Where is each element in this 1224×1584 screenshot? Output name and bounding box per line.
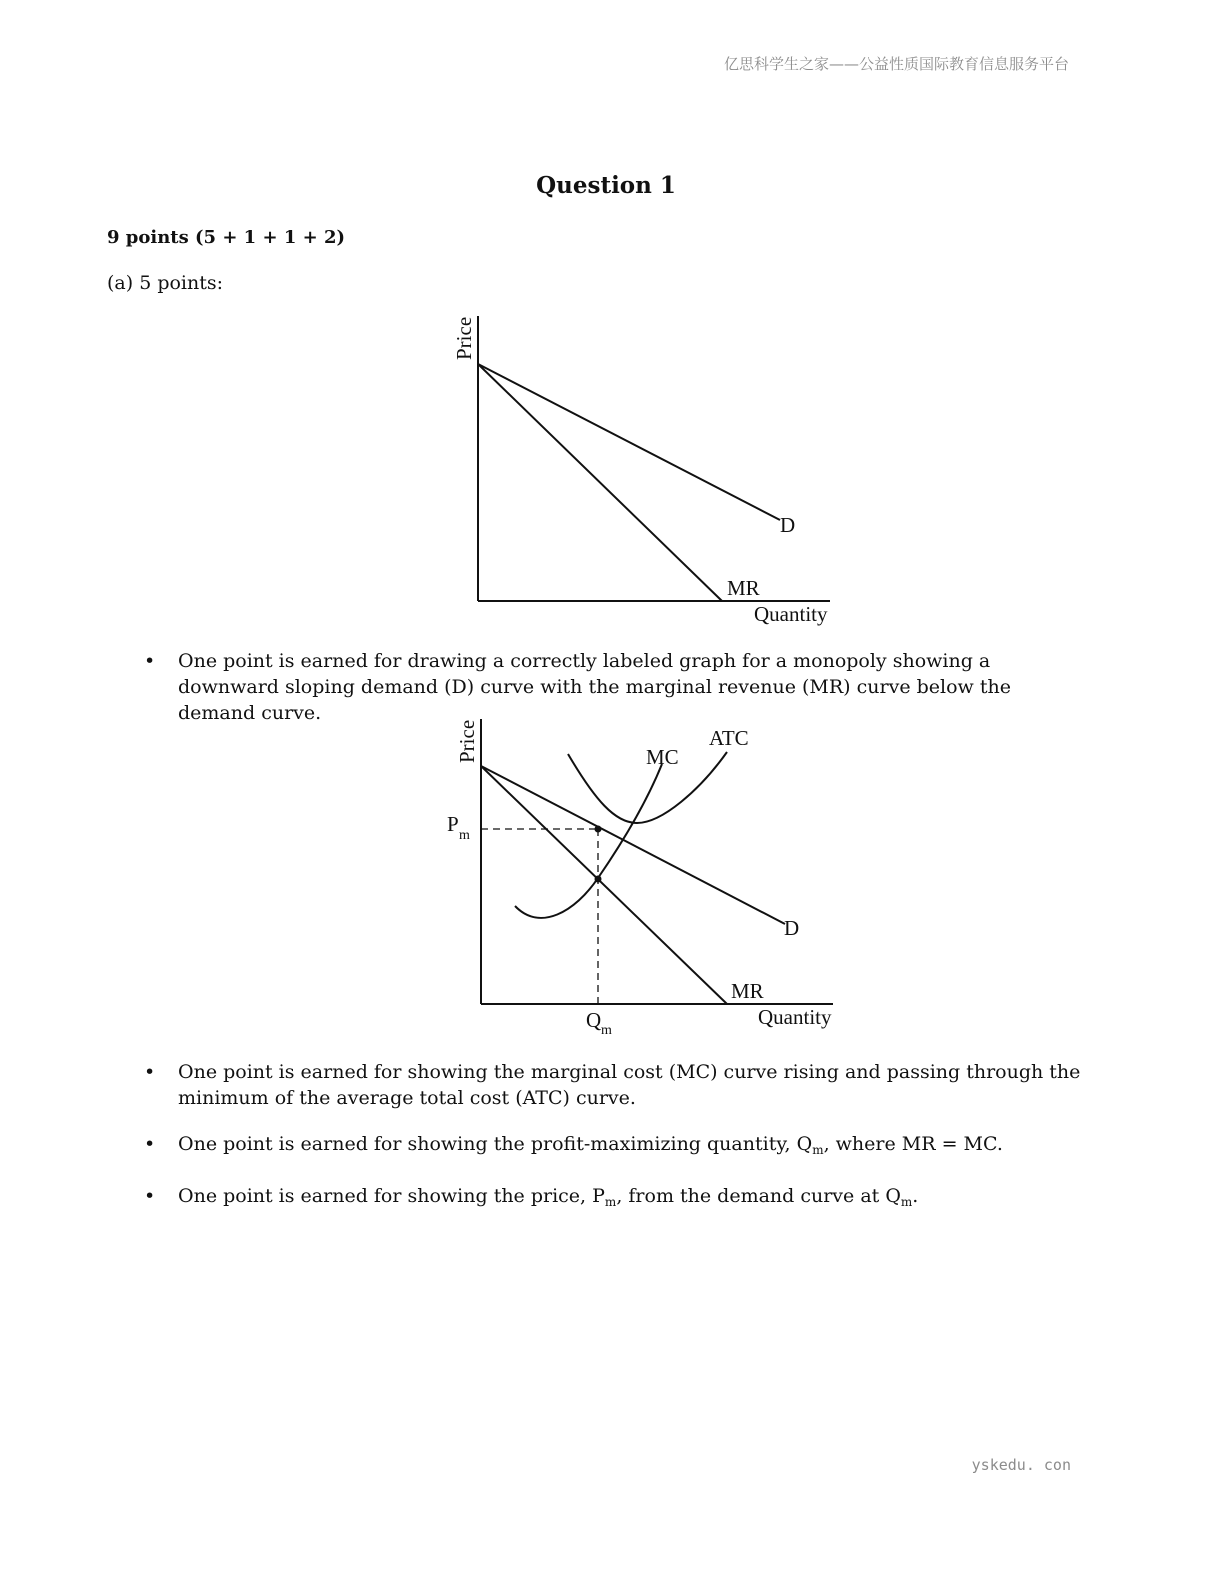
mc-label: MC xyxy=(646,745,679,769)
x-axis-label: Quantity xyxy=(758,1005,832,1029)
quantity-label-subscript: m xyxy=(601,1023,612,1038)
bullet-marker: • xyxy=(144,1061,156,1083)
part-a-label: (a) 5 points: xyxy=(107,272,224,294)
price-label: P xyxy=(447,812,459,836)
price-label-subscript: m xyxy=(459,828,470,843)
footer-site-text: yskedu. con xyxy=(971,1456,1071,1474)
mr-label: MR xyxy=(731,979,764,1003)
x-axis-label: Quantity xyxy=(754,602,828,626)
bullet-text: One point is earned for showing the profit-maximizing quantity, $Q_m$, where MR = MC. xyxy=(178,1133,1003,1157)
y-axis-label: Price xyxy=(455,719,479,763)
demand-label: D xyxy=(780,513,796,537)
demand-label: D xyxy=(784,916,800,940)
bullet-marker: • xyxy=(144,1185,156,1207)
demand-point xyxy=(595,826,602,833)
bullet-marker: • xyxy=(144,1133,156,1155)
points-summary: 9 points (5 + 1 + 1 + 2) xyxy=(107,227,345,248)
mr-mc-intersection-point xyxy=(595,876,602,883)
mr-curve xyxy=(481,766,727,1004)
page-title: Question 1 xyxy=(536,172,676,199)
mr-label: MR xyxy=(727,576,760,600)
y-axis-label: Price xyxy=(452,316,476,360)
header-watermark: 亿思科学生之家——公益性质国际教育信息服务平台 xyxy=(723,55,1069,73)
bullet-text: One point is earned for showing the marginal cost (MC) curve rising and passing through the minimum of the average total cost (ATC) curve. xyxy=(178,1061,1081,1109)
demand-curve xyxy=(481,766,785,924)
bullet-text: One point is earned for showing the price, $P_m$, from the demand curve at $Q_m$. xyxy=(178,1185,919,1209)
atc-label: ATC xyxy=(709,726,749,750)
bullet-text: One point is earned for drawing a correctly labeled graph for a monopoly showing a downward sloping demand (D) curve with the marginal revenue (MR) curve below the demand curve. xyxy=(178,650,1011,724)
quantity-label: Q xyxy=(586,1008,602,1032)
bullet-marker: • xyxy=(144,650,156,672)
